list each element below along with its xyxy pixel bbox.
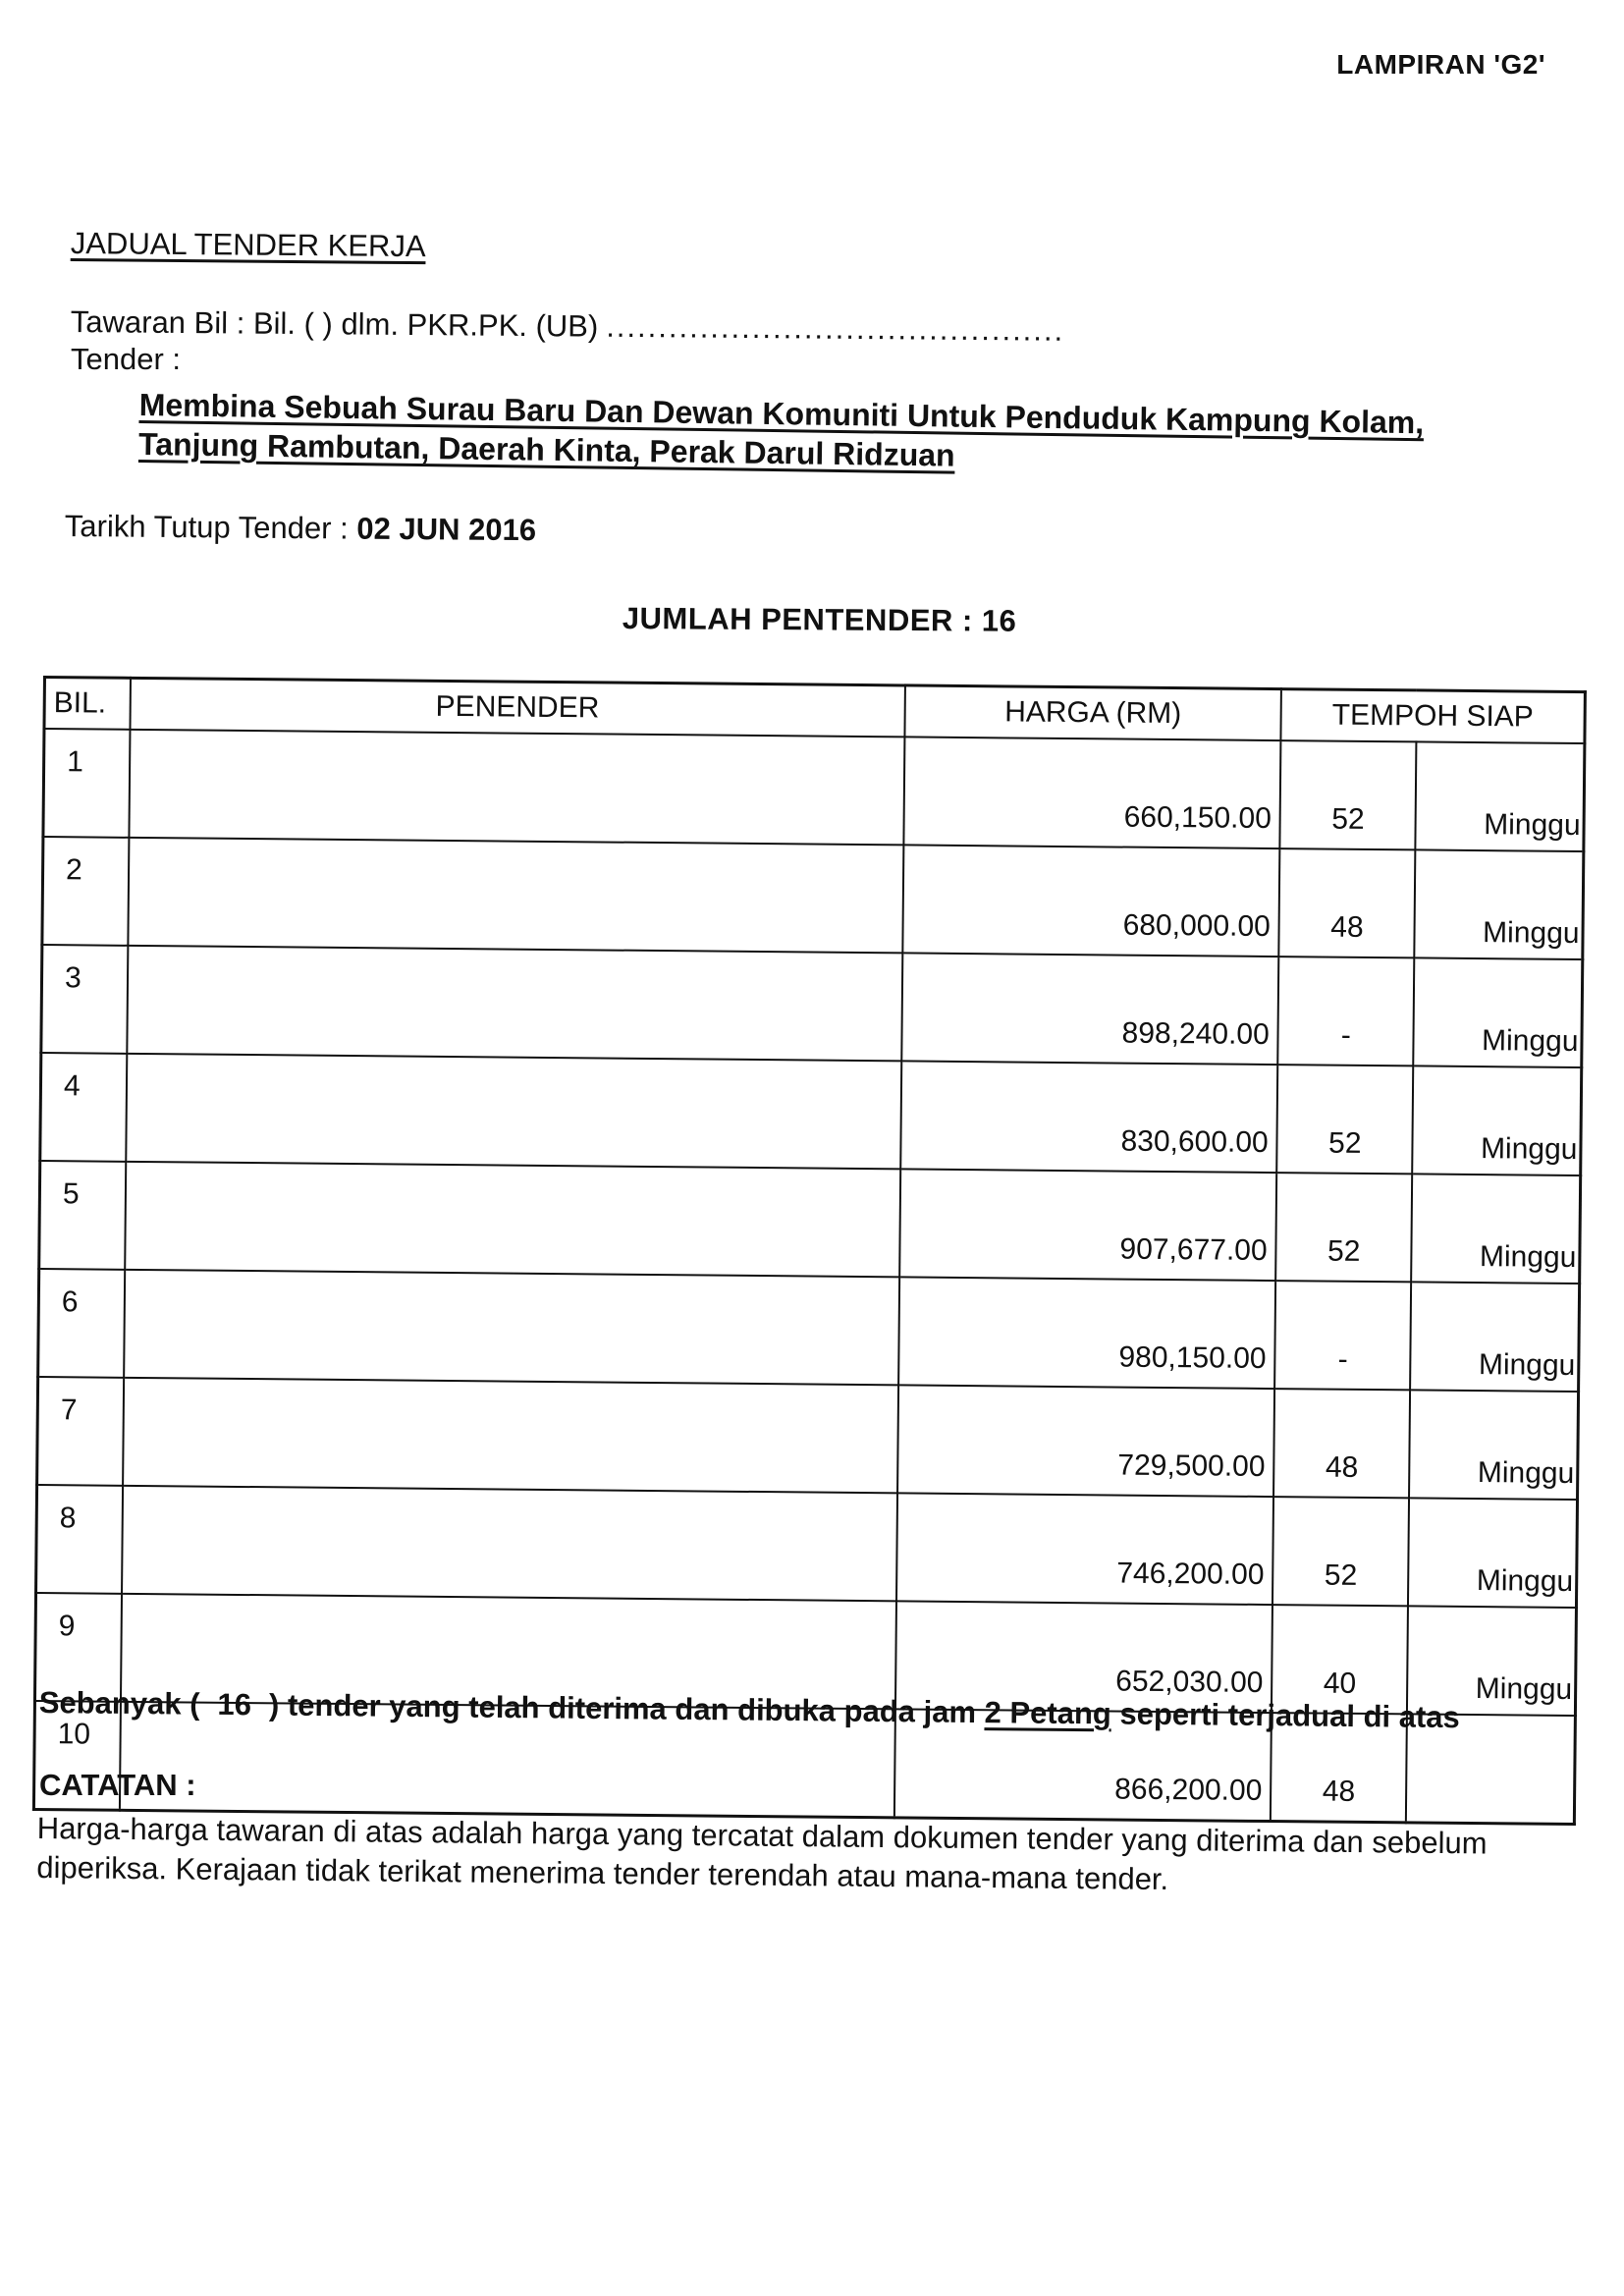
row-bil: 2 (42, 837, 129, 946)
row-bil: 10 (33, 1701, 120, 1810)
table-row (40, 1053, 1582, 1175)
row-harga: 729,500.00 (897, 1385, 1274, 1497)
row-tempoh: 48 (1279, 848, 1416, 957)
row-bil: 3 (41, 945, 128, 1054)
row-harga: 830,600.00 (900, 1061, 1277, 1173)
table-row (36, 1485, 1578, 1608)
table-body (33, 729, 1584, 1825)
row-unit: Minggu (1413, 1066, 1582, 1175)
header-tempoh: TEMPOH SIAP (1281, 689, 1586, 743)
row-unit: Minggu (1414, 957, 1583, 1067)
document-title: JADUAL TENDER KERJA (70, 226, 426, 264)
row-harga: 652,030.00 (895, 1601, 1272, 1713)
header-harga: HARGA (RM) (904, 685, 1281, 740)
notes-text: Harga-harga tawaran di atas adalah harga yang tercatat dalam dokumen tender yang diterima dan sebelum diperiksa. Kerajaan tidak terikat menerima tender terendah atau mana-mana tender. (36, 1810, 1488, 1897)
row-harga: 980,150.00 (898, 1277, 1275, 1389)
table-row (42, 837, 1584, 959)
row-bil: 4 (40, 1053, 127, 1162)
tender-table-wrap (32, 676, 1587, 1826)
row-tempoh: 52 (1280, 740, 1417, 849)
header-bil: BIL. (44, 678, 131, 730)
table-row (43, 729, 1585, 851)
row-tempoh: 48 (1273, 1389, 1410, 1498)
closing-date-label: Tarikh Tutup Tender : (64, 509, 349, 546)
summary-prefix: Sebanyak ( (38, 1685, 200, 1722)
tawaran-label: Tawaran Bil : Bil. ( ) dlm. PKR.PK. (UB) (70, 304, 599, 344)
tawaran-line (71, 304, 1065, 349)
attachment-label: LAMPIRAN 'G2' (1336, 49, 1545, 80)
tender-name (138, 385, 1514, 483)
row-penender (124, 1270, 899, 1386)
row-bil: 7 (37, 1377, 124, 1486)
row-tempoh: - (1277, 957, 1414, 1066)
row-bil: 1 (43, 729, 130, 838)
header-penender: PENENDER (130, 678, 904, 737)
row-tempoh: 40 (1272, 1605, 1408, 1714)
summary-time: 2 Petang (984, 1695, 1112, 1731)
table-row (39, 1161, 1581, 1284)
row-penender (125, 1162, 900, 1278)
row-harga: 907,677.00 (899, 1169, 1276, 1281)
row-penender (122, 1486, 897, 1602)
row-bil: 6 (38, 1269, 125, 1378)
row-unit: Minggu (1409, 1390, 1578, 1500)
row-bil: 8 (36, 1485, 123, 1594)
closing-date-line (65, 509, 537, 548)
row-tempoh: - (1274, 1281, 1411, 1390)
row-penender (123, 1378, 898, 1494)
row-unit: Minggu (1412, 1174, 1581, 1284)
tender-label: Tender : (71, 342, 182, 376)
tender-name-line1: Membina Sebuah Surau Baru Dan Dewan Komuniti Untuk Penduduk Kampung Kolam, (138, 386, 1425, 441)
row-harga: 746,200.00 (896, 1493, 1273, 1605)
summary-count: 16 (217, 1686, 252, 1722)
table-row (38, 1269, 1580, 1392)
notes-title: CATATAN : (39, 1768, 196, 1802)
row-penender (129, 730, 904, 846)
row-tempoh: 48 (1271, 1713, 1407, 1823)
tenderer-count: JUMLAH PENTENDER : 16 (622, 601, 1017, 638)
row-bil: 9 (34, 1593, 121, 1702)
row-unit: Minggu (1408, 1498, 1577, 1608)
closing-date-value: 02 JUN 2016 (356, 511, 537, 548)
row-harga: 866,200.00 (894, 1709, 1272, 1821)
row-tempoh: 52 (1276, 1065, 1413, 1174)
table-row (37, 1377, 1579, 1500)
tawaran-dots: ............................................ (606, 308, 1065, 348)
row-harga: 898,240.00 (901, 953, 1278, 1065)
summary-middle: ) tender yang telah diterima dan dibuka pada jam (268, 1687, 977, 1729)
row-penender (127, 946, 902, 1062)
row-penender (126, 1054, 901, 1170)
row-unit: Minggu (1411, 1282, 1580, 1392)
row-penender (128, 838, 903, 954)
table-row (41, 945, 1583, 1067)
row-bil: 5 (39, 1161, 126, 1270)
row-harga: 660,150.00 (903, 737, 1280, 848)
row-tempoh: 52 (1272, 1497, 1409, 1606)
tender-name-line2: Tanjung Rambutan, Daerah Kinta, Perak Darul Ridzuan (137, 425, 955, 473)
tender-table (32, 676, 1587, 1826)
row-unit: Minggu (1407, 1606, 1576, 1716)
row-tempoh: 52 (1275, 1173, 1412, 1282)
summary-suffix: seperti terjadual di atas (1119, 1696, 1460, 1735)
row-harga: 680,000.00 (902, 845, 1279, 957)
row-unit: Minggu (1416, 741, 1585, 851)
row-unit: Minggu (1415, 849, 1584, 959)
